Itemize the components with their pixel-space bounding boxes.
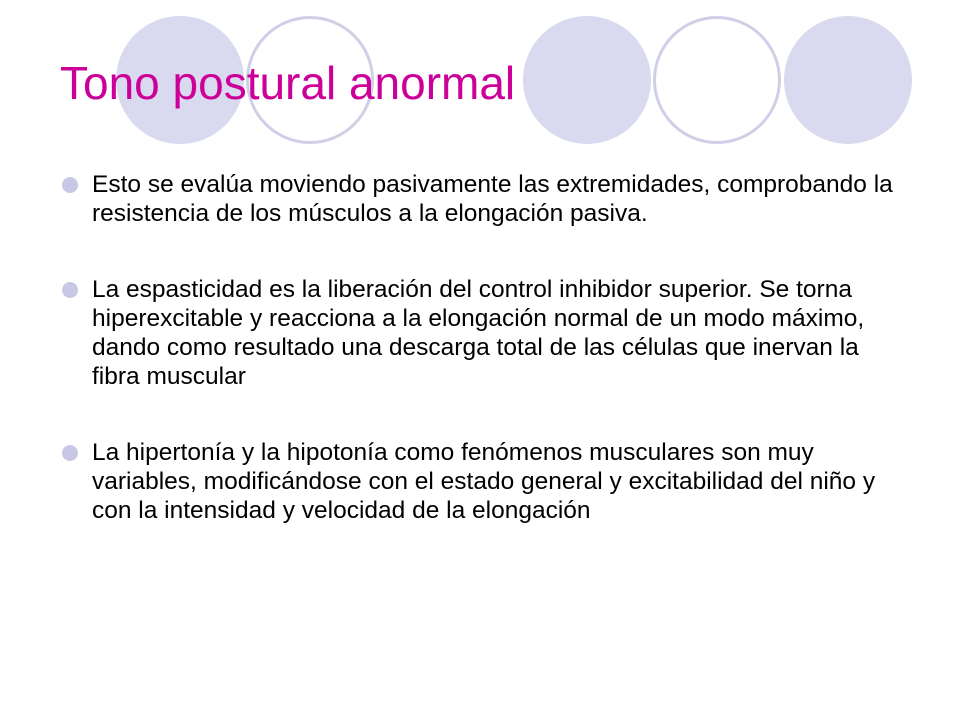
bullet-item	[62, 170, 912, 228]
circle-bullet-icon	[62, 445, 78, 461]
bullet-text: La hipertonía y la hipotonía como fenómenos musculares son muy variables, modificándose con el estado general y excitabilidad del niño y con la intensidad y velocidad de la elongación	[92, 439, 876, 524]
bullet-text: Esto se evalúa moviendo pasivamente las extremidades, comprobando la resistencia de los músculos a la elongación pasiva.	[92, 171, 893, 227]
decorative-circle-icon	[784, 16, 912, 144]
bullet-item	[62, 438, 912, 525]
bullet-text: La espasticidad es la liberación del control inhibidor superior. Se torna hiperexcitable y reacciona a la elongación normal de un modo máximo, dando como resultado una descarga total de las células que inervan la fibra muscular	[92, 276, 865, 390]
bullet-list	[62, 170, 912, 525]
circle-bullet-icon	[62, 282, 78, 298]
slide-title: Tono postural anormal	[60, 57, 516, 109]
circle-bullet-icon	[62, 177, 78, 193]
decorative-circle-icon	[653, 16, 781, 144]
bullet-item	[62, 275, 912, 391]
decorative-circle-icon	[523, 16, 651, 144]
